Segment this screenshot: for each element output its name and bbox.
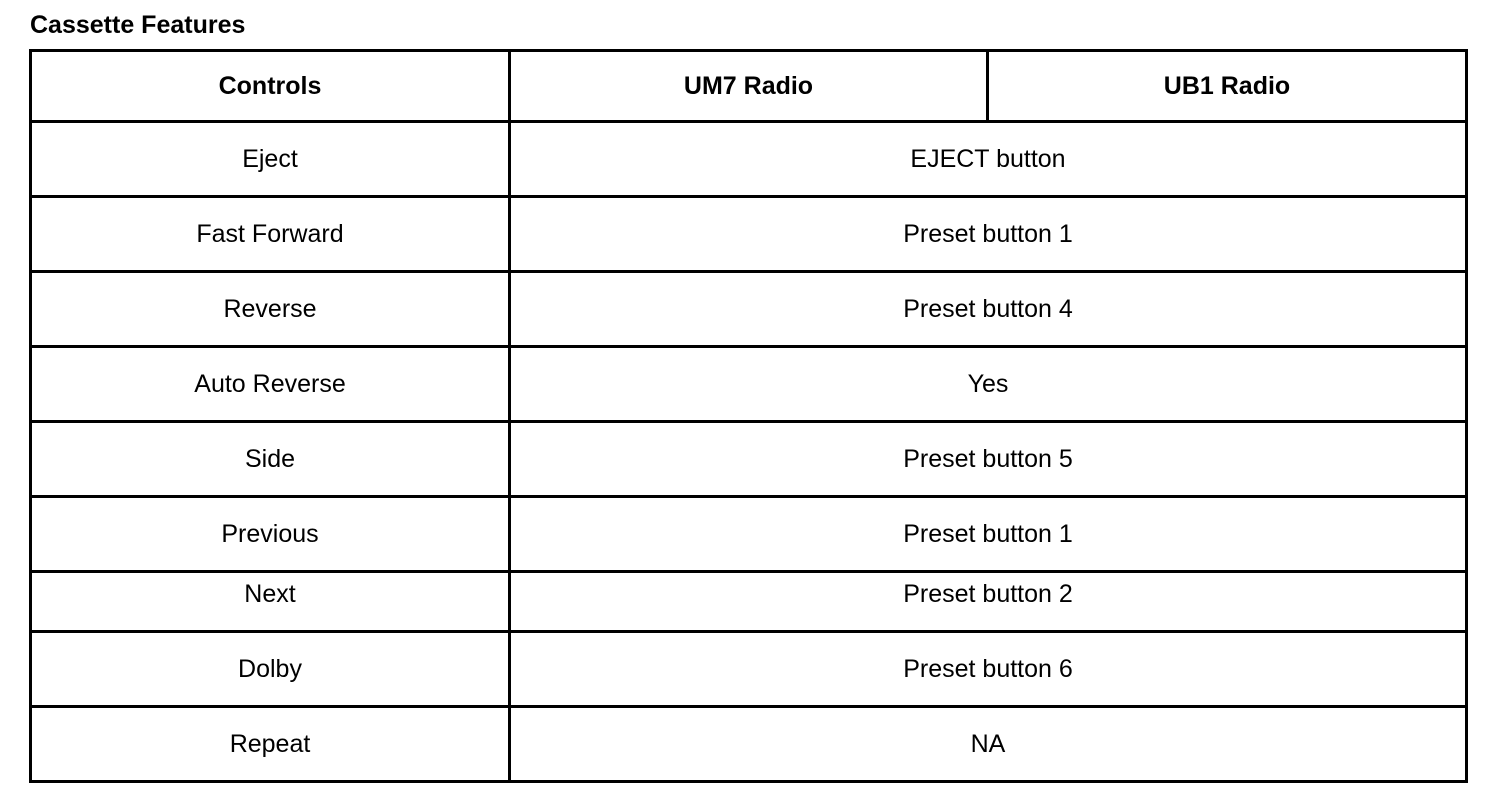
column-header-um7-radio: UM7 Radio: [510, 51, 988, 122]
table-row: [31, 272, 1467, 347]
value-cell: Preset button 2: [510, 572, 1467, 632]
page-title: Cassette Features: [30, 11, 246, 39]
column-header-controls: Controls: [31, 51, 510, 122]
control-cell: Dolby: [31, 632, 510, 707]
value-cell: Preset button 4: [510, 272, 1467, 347]
value-cell: Preset button 6: [510, 632, 1467, 707]
table-row: [31, 707, 1467, 782]
control-cell: Fast Forward: [31, 197, 510, 272]
table-header-row: [31, 51, 1467, 122]
value-cell: NA: [510, 707, 1467, 782]
table-row: [31, 572, 1467, 632]
value-cell: Yes: [510, 347, 1467, 422]
control-cell: Next: [31, 572, 510, 632]
control-cell: Auto Reverse: [31, 347, 510, 422]
table-row: [31, 632, 1467, 707]
table-row: [31, 497, 1467, 572]
value-cell: EJECT button: [510, 122, 1467, 197]
column-header-ub1-radio: UB1 Radio: [988, 51, 1467, 122]
table-row: [31, 197, 1467, 272]
table-row: [31, 347, 1467, 422]
table-row: [31, 422, 1467, 497]
control-cell: Side: [31, 422, 510, 497]
control-cell: Reverse: [31, 272, 510, 347]
table-row: [31, 122, 1467, 197]
control-cell: Repeat: [31, 707, 510, 782]
control-cell: Eject: [31, 122, 510, 197]
value-cell: Preset button 1: [510, 197, 1467, 272]
value-cell: Preset button 1: [510, 497, 1467, 572]
value-cell: Preset button 5: [510, 422, 1467, 497]
control-cell: Previous: [31, 497, 510, 572]
cassette-features-table: [29, 49, 1468, 783]
